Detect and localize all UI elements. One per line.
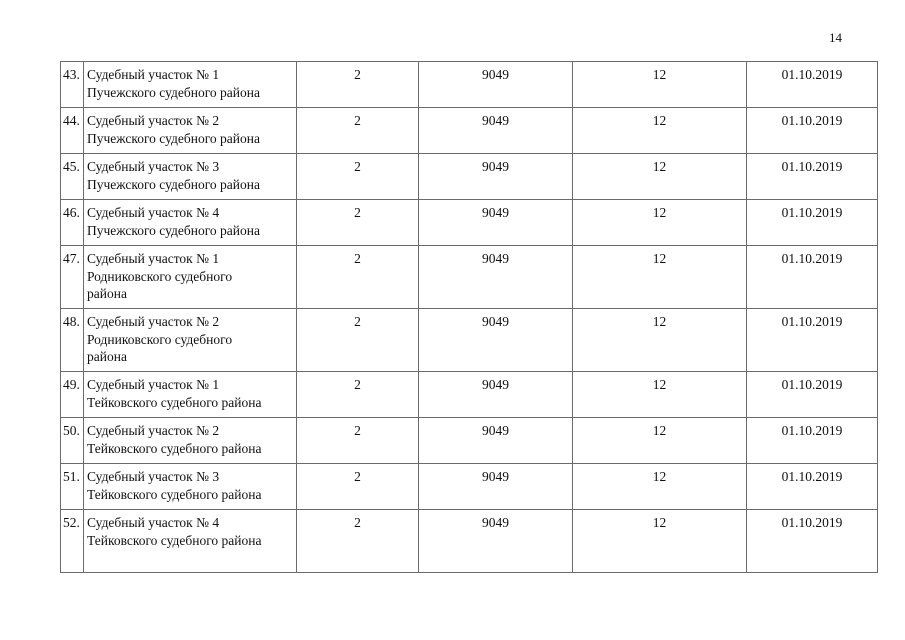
court-site-name-cell [84, 372, 297, 418]
court-site-name-line: Судебный участок № 3 [87, 159, 220, 174]
row-number-cell: 49. [61, 372, 84, 418]
value-cell-c4: 12 [573, 200, 747, 246]
date-cell: 01.10.2019 [747, 464, 878, 510]
value-cell-c4: 12 [573, 246, 747, 309]
court-site-name-cell [84, 464, 297, 510]
value-cell-c3: 9049 [419, 418, 573, 464]
court-site-name-line: Судебный участок № 4 [87, 515, 220, 530]
court-site-name-line: Тейковского судебного района [87, 440, 262, 456]
value-cell-c3: 9049 [419, 464, 573, 510]
value-cell-c3: 9049 [419, 154, 573, 200]
value-cell-c4: 12 [573, 464, 747, 510]
court-site-name-line: района [87, 349, 127, 364]
table-row [61, 246, 878, 309]
value-cell-c4: 12 [573, 309, 747, 372]
court-site-name-line: Тейковского судебного района [87, 394, 262, 410]
court-site-name-line: Пучежского судебного района [87, 130, 260, 146]
court-site-name-line: Судебный участок № 1 [87, 67, 220, 82]
value-cell-c2: 2 [297, 510, 419, 573]
date-cell: 01.10.2019 [747, 62, 878, 108]
value-cell-c2: 2 [297, 200, 419, 246]
court-sites-table [60, 61, 878, 573]
court-site-name-line: Судебный участок № 1 [87, 377, 220, 392]
court-site-name-line: Пучежского судебного района [87, 176, 260, 192]
value-cell-c2: 2 [297, 309, 419, 372]
value-cell-c2: 2 [297, 62, 419, 108]
court-site-name-line: Пучежского судебного района [87, 84, 260, 100]
court-site-name-cell [84, 62, 297, 108]
date-cell: 01.10.2019 [747, 510, 878, 573]
row-number-cell: 47. [61, 246, 84, 309]
court-site-name-line: Судебный участок № 4 [87, 205, 220, 220]
value-cell-c4: 12 [573, 510, 747, 573]
court-site-name-line: Пучежского судебного района [87, 222, 260, 238]
value-cell-c2: 2 [297, 464, 419, 510]
date-cell: 01.10.2019 [747, 246, 878, 309]
date-cell: 01.10.2019 [747, 154, 878, 200]
date-cell: 01.10.2019 [747, 200, 878, 246]
court-site-name-line: Судебный участок № 2 [87, 314, 220, 329]
row-number-cell: 52. [61, 510, 84, 573]
table-row [61, 372, 878, 418]
court-site-name-cell [84, 309, 297, 372]
value-cell-c4: 12 [573, 372, 747, 418]
row-number-cell: 51. [61, 464, 84, 510]
court-site-name-cell [84, 510, 297, 573]
table-row [61, 510, 878, 573]
date-cell: 01.10.2019 [747, 372, 878, 418]
value-cell-c3: 9049 [419, 62, 573, 108]
table-row [61, 418, 878, 464]
value-cell-c4: 12 [573, 62, 747, 108]
value-cell-c4: 12 [573, 154, 747, 200]
court-site-name-line: Судебный участок № 3 [87, 469, 220, 484]
table-row [61, 309, 878, 372]
value-cell-c3: 9049 [419, 372, 573, 418]
value-cell-c3: 9049 [419, 200, 573, 246]
value-cell-c4: 12 [573, 418, 747, 464]
court-site-name-line: Родниковского судебного [87, 268, 233, 284]
table-body [61, 62, 878, 573]
value-cell-c3: 9049 [419, 108, 573, 154]
row-number-cell: 46. [61, 200, 84, 246]
row-number-cell: 48. [61, 309, 84, 372]
court-site-name-line: Судебный участок № 2 [87, 423, 220, 438]
table-row [61, 464, 878, 510]
page-number: 14 [829, 30, 842, 45]
court-site-name-line: Тейковского судебного района [87, 532, 262, 548]
court-site-name-line: Тейковского судебного района [87, 486, 262, 502]
value-cell-c3: 9049 [419, 510, 573, 573]
court-site-name-line: Судебный участок № 2 [87, 113, 220, 128]
row-number-cell: 45. [61, 154, 84, 200]
date-cell: 01.10.2019 [747, 108, 878, 154]
court-site-name-cell [84, 200, 297, 246]
table-row [61, 200, 878, 246]
row-number-cell: 44. [61, 108, 84, 154]
value-cell-c2: 2 [297, 154, 419, 200]
court-site-name-line: Родниковского судебного [87, 331, 233, 347]
court-site-name-cell [84, 246, 297, 309]
value-cell-c2: 2 [297, 108, 419, 154]
court-site-name-line: Судебный участок № 1 [87, 251, 220, 266]
date-cell: 01.10.2019 [747, 418, 878, 464]
value-cell-c2: 2 [297, 246, 419, 309]
court-site-name-cell [84, 108, 297, 154]
table-row [61, 108, 878, 154]
row-number-cell: 43. [61, 62, 84, 108]
row-number-cell: 50. [61, 418, 84, 464]
court-site-name-line: района [87, 286, 127, 301]
date-cell: 01.10.2019 [747, 309, 878, 372]
value-cell-c2: 2 [297, 418, 419, 464]
value-cell-c3: 9049 [419, 246, 573, 309]
court-site-name-cell [84, 154, 297, 200]
value-cell-c3: 9049 [419, 309, 573, 372]
value-cell-c4: 12 [573, 108, 747, 154]
court-site-name-cell [84, 418, 297, 464]
value-cell-c2: 2 [297, 372, 419, 418]
table-row [61, 154, 878, 200]
table-row [61, 62, 878, 108]
